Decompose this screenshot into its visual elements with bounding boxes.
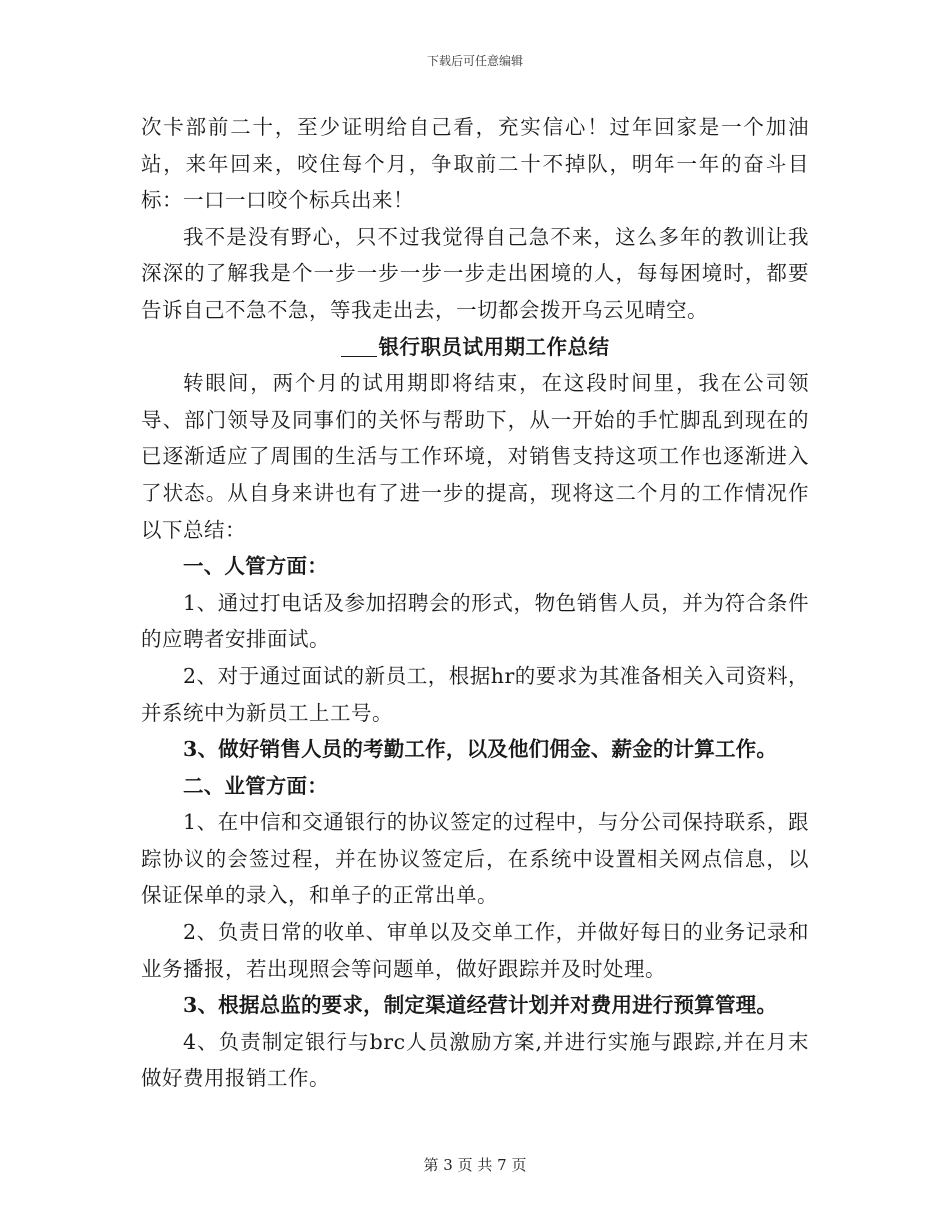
paragraph: 转眼间，两个月的试用期即将结束，在这段时间里，我在公司领导、部门领导及同事们的关怀与帮助下，从一开始的手忙脚乱到现在的已逐渐适应了周围的生活与工作环境，对销售支持这项工作也逐渐进入了状态。从自身来讲也有了进一步的提高，现将这二个月的工作情况作以下总结： (141, 371, 809, 542)
section-title-text: 银行职员试用期工作总结 (378, 334, 610, 359)
list-item: 1、在中信和交通银行的协议签定的过程中，与分公司保持联系，跟踪协议的会签过程，并在协议签定后，在系统中设置相关网点信息，以保证保单的录入，和单子的正常出单。 (141, 810, 809, 908)
page-header: 下载后可任意编辑 (426, 54, 523, 68)
list-item: 2、负责日常的收单、审单以及交单工作，并做好每日的业务记录和业务播报，若出现照会等问题单，做好跟踪并及时处理。 (141, 920, 809, 981)
document-body (141, 109, 809, 1097)
subheading: 一、人管方面： (183, 554, 328, 579)
list-item: 4、负责制定银行与brc人员激励方案,并进行实施与跟踪,并在月末做好费用报销工作。 (141, 1029, 809, 1091)
paragraph: 次卡部前二十，至少证明给自己看，充实信心！过年回家是一个加油站，来年回来，咬住每个月，争取前二十不掉队，明年一年的奋斗目标：一口一口咬个标兵出来！ (141, 115, 809, 213)
subheading: 二、业管方面： (183, 773, 328, 798)
list-item-bold: 3、根据总监的要求，制定渠道经营计划并对费用进行预算管理。 (183, 993, 778, 1018)
section-title (141, 329, 809, 366)
list-item: 2、对于通过面试的新员工，根据hr的要求为其准备相关入司资料，并系统中为新员工上工号。 (141, 663, 809, 725)
paragraph: 我不是没有野心，只不过我觉得自己急不来，这么多年的教训让我深深的了解我是个一步一步一步一步走出困境的人，每每困境时，都要告诉自己不急不急，等我走出去，一切都会拨开乌云见晴空。 (141, 224, 809, 322)
list-item-bold: 3、做好销售人员的考勤工作，以及他们佣金、薪金的计算工作。 (183, 737, 778, 762)
list-item: 1、通过打电话及参加招聘会的形式，物色销售人员，并为符合条件的应聘者安排面试。 (141, 590, 809, 652)
page-footer: 第 3 页 共 7 页 (423, 1156, 527, 1174)
title-blank-underline (341, 336, 377, 357)
